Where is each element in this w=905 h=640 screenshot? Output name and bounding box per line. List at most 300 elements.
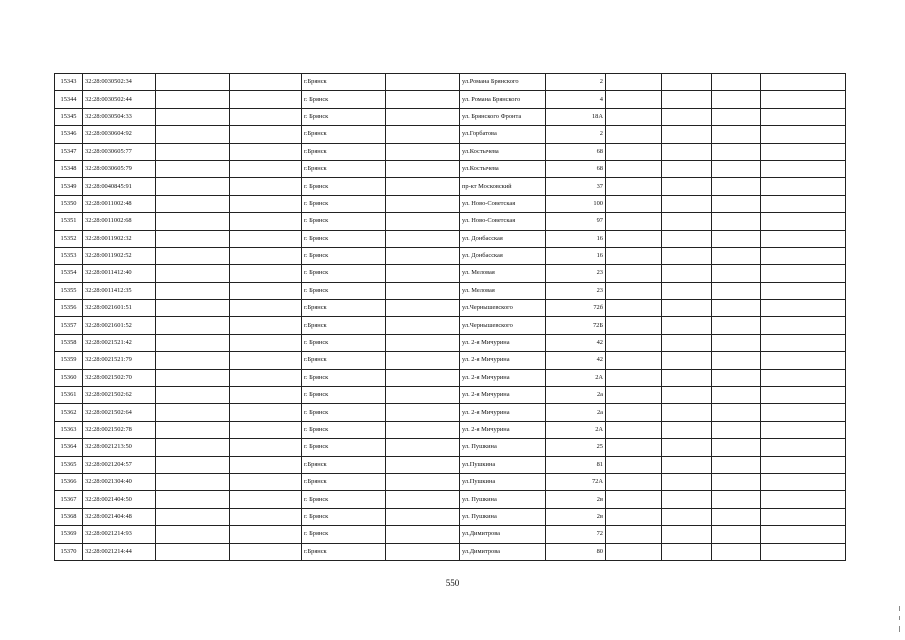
cell-number: 15364 <box>55 439 83 456</box>
cell-empty <box>156 404 230 421</box>
cell-cadastral-number: 32:28:0021521:79 <box>83 352 156 369</box>
cell-street: ул.Димитрова <box>460 526 546 543</box>
registry-table <box>54 73 846 561</box>
cell-empty <box>386 282 460 299</box>
cell-house-number: 72А <box>546 473 606 490</box>
cell-street: ул.Пушкина <box>460 456 546 473</box>
cell-empty <box>230 91 302 108</box>
cell-empty <box>712 439 761 456</box>
cell-empty <box>761 369 846 386</box>
cell-empty <box>230 543 302 560</box>
cell-empty <box>230 473 302 490</box>
cell-empty <box>662 439 712 456</box>
cell-house-number: 72 <box>546 526 606 543</box>
cell-street: ул. Ново-Советская <box>460 195 546 212</box>
cell-empty <box>230 421 302 438</box>
cell-house-number: 25 <box>546 439 606 456</box>
cell-empty <box>761 195 846 212</box>
cell-empty <box>386 74 460 91</box>
cell-empty <box>761 282 846 299</box>
cell-city: г.Брянск <box>302 126 386 143</box>
cell-cadastral-number: 32:28:0030504:33 <box>83 108 156 125</box>
cell-empty <box>386 543 460 560</box>
cell-empty <box>712 526 761 543</box>
cell-empty <box>662 143 712 160</box>
cell-empty <box>386 195 460 212</box>
cell-number: 15354 <box>55 265 83 282</box>
cell-number: 15363 <box>55 421 83 438</box>
cell-empty <box>230 369 302 386</box>
cell-number: 15366 <box>55 473 83 490</box>
table-row <box>55 317 846 334</box>
cell-empty <box>712 265 761 282</box>
cell-empty <box>386 230 460 247</box>
cell-empty <box>662 74 712 91</box>
cell-empty <box>606 282 662 299</box>
cell-cadastral-number: 32:28:0021502:64 <box>83 404 156 421</box>
cell-house-number: 2А <box>546 421 606 438</box>
cell-empty <box>761 473 846 490</box>
cell-empty <box>712 247 761 264</box>
cell-empty <box>606 543 662 560</box>
cell-empty <box>712 74 761 91</box>
cell-house-number: 68 <box>546 160 606 177</box>
cell-empty <box>662 543 712 560</box>
table-row <box>55 108 846 125</box>
cell-empty <box>761 491 846 508</box>
cell-empty <box>230 439 302 456</box>
cell-empty <box>230 74 302 91</box>
cell-cadastral-number: 32:28:0021502:70 <box>83 369 156 386</box>
cell-empty <box>606 387 662 404</box>
cell-house-number: 23 <box>546 282 606 299</box>
cell-empty <box>386 265 460 282</box>
cell-cadastral-number: 32:28:0021601:52 <box>83 317 156 334</box>
cell-empty <box>712 387 761 404</box>
cell-empty <box>156 334 230 351</box>
cell-street: ул. 2-я Мичурина <box>460 369 546 386</box>
cell-street: пр-кт Московский <box>460 178 546 195</box>
cell-cadastral-number: 32:28:0030604:92 <box>83 126 156 143</box>
cell-empty <box>156 178 230 195</box>
cell-empty <box>712 126 761 143</box>
cell-empty <box>606 317 662 334</box>
cell-empty <box>230 404 302 421</box>
cell-number: 15360 <box>55 369 83 386</box>
cell-empty <box>386 352 460 369</box>
cell-empty <box>662 300 712 317</box>
cell-empty <box>156 213 230 230</box>
cell-empty <box>606 178 662 195</box>
scan-mark <box>899 626 900 632</box>
cell-city: г. Брянск <box>302 247 386 264</box>
cell-house-number: 2А <box>546 369 606 386</box>
cell-city: г.Брянск <box>302 300 386 317</box>
cell-empty <box>156 456 230 473</box>
cell-house-number: 81 <box>546 456 606 473</box>
cell-empty <box>662 126 712 143</box>
cell-empty <box>156 143 230 160</box>
cell-empty <box>386 456 460 473</box>
cell-street: ул. Брянского Фронта <box>460 108 546 125</box>
cell-empty <box>606 160 662 177</box>
cell-empty <box>156 369 230 386</box>
cell-empty <box>230 178 302 195</box>
cell-empty <box>662 230 712 247</box>
cell-empty <box>662 160 712 177</box>
cell-empty <box>712 473 761 490</box>
table-row <box>55 421 846 438</box>
cell-number: 15359 <box>55 352 83 369</box>
cell-empty <box>712 369 761 386</box>
cell-empty <box>761 108 846 125</box>
cell-empty <box>606 265 662 282</box>
cell-empty <box>606 473 662 490</box>
cell-empty <box>606 300 662 317</box>
cell-city: г.Брянск <box>302 317 386 334</box>
cell-empty <box>386 526 460 543</box>
cell-city: г. Брянск <box>302 387 386 404</box>
table-row <box>55 369 846 386</box>
cell-empty <box>662 91 712 108</box>
cell-house-number: 68 <box>546 143 606 160</box>
cell-house-number: 72б <box>546 300 606 317</box>
cell-street: ул. Меловая <box>460 282 546 299</box>
cell-city: г.Брянск <box>302 543 386 560</box>
cell-cadastral-number: 32:28:0030502:44 <box>83 91 156 108</box>
cell-empty <box>712 282 761 299</box>
cell-empty <box>386 178 460 195</box>
cell-house-number: 16 <box>546 230 606 247</box>
cell-empty <box>386 404 460 421</box>
cell-city: г. Брянск <box>302 282 386 299</box>
cell-empty <box>386 160 460 177</box>
table-row <box>55 508 846 525</box>
cell-empty <box>606 526 662 543</box>
cell-cadastral-number: 32:28:0021404:48 <box>83 508 156 525</box>
cell-empty <box>662 421 712 438</box>
cell-street: ул. Пушкина <box>460 439 546 456</box>
cell-empty <box>761 91 846 108</box>
cell-cadastral-number: 32:28:0030605:79 <box>83 160 156 177</box>
cell-city: г.Брянск <box>302 473 386 490</box>
cell-empty <box>761 213 846 230</box>
cell-city: г.Брянск <box>302 143 386 160</box>
registry-table-body <box>55 74 846 561</box>
table-row <box>55 247 846 264</box>
cell-house-number: 2в <box>546 491 606 508</box>
cell-number: 15361 <box>55 387 83 404</box>
cell-street: ул. Пушкина <box>460 508 546 525</box>
cell-city: г. Брянск <box>302 491 386 508</box>
cell-street: ул. 2-я Мичурина <box>460 421 546 438</box>
cell-empty <box>662 213 712 230</box>
table-row <box>55 473 846 490</box>
cell-empty <box>386 473 460 490</box>
cell-empty <box>712 230 761 247</box>
cell-empty <box>386 247 460 264</box>
cell-cadastral-number: 32:28:0021521:42 <box>83 334 156 351</box>
cell-empty <box>761 352 846 369</box>
cell-empty <box>761 247 846 264</box>
cell-empty <box>761 508 846 525</box>
cell-house-number: 37 <box>546 178 606 195</box>
cell-empty <box>156 508 230 525</box>
cell-empty <box>662 491 712 508</box>
cell-city: г. Брянск <box>302 421 386 438</box>
cell-empty <box>606 74 662 91</box>
cell-empty <box>606 126 662 143</box>
cell-empty <box>662 526 712 543</box>
cell-empty <box>712 543 761 560</box>
cell-number: 15368 <box>55 508 83 525</box>
cell-number: 15370 <box>55 543 83 560</box>
cell-house-number: 2в <box>546 508 606 525</box>
cell-empty <box>606 334 662 351</box>
cell-street: ул. 2-я Мичурина <box>460 404 546 421</box>
cell-number: 15355 <box>55 282 83 299</box>
cell-cadastral-number: 32:28:0021214:44 <box>83 543 156 560</box>
cell-empty <box>156 247 230 264</box>
cell-house-number: 97 <box>546 213 606 230</box>
cell-empty <box>230 213 302 230</box>
cell-house-number: 100 <box>546 195 606 212</box>
cell-street: ул. 2-я Мичурина <box>460 352 546 369</box>
cell-number: 15367 <box>55 491 83 508</box>
cell-empty <box>712 456 761 473</box>
cell-city: г. Брянск <box>302 213 386 230</box>
cell-empty <box>230 195 302 212</box>
cell-empty <box>761 421 846 438</box>
cell-empty <box>230 126 302 143</box>
cell-empty <box>662 352 712 369</box>
cell-cadastral-number: 32:28:0021502:62 <box>83 387 156 404</box>
cell-cadastral-number: 32:28:0040845:91 <box>83 178 156 195</box>
cell-street: ул. 2-я Мичурина <box>460 334 546 351</box>
cell-empty <box>761 526 846 543</box>
cell-empty <box>156 387 230 404</box>
table-row <box>55 178 846 195</box>
cell-number: 15349 <box>55 178 83 195</box>
cell-street: ул.Пушкина <box>460 473 546 490</box>
cell-cadastral-number: 32:28:0011002:68 <box>83 213 156 230</box>
table-row <box>55 456 846 473</box>
table-row <box>55 439 846 456</box>
cell-empty <box>156 160 230 177</box>
cell-empty <box>230 230 302 247</box>
cell-empty <box>606 439 662 456</box>
table-row <box>55 143 846 160</box>
cell-empty <box>386 213 460 230</box>
table-row <box>55 282 846 299</box>
cell-cadastral-number: 32:28:0011412:35 <box>83 282 156 299</box>
cell-empty <box>230 456 302 473</box>
cell-house-number: 2а <box>546 404 606 421</box>
cell-number: 15351 <box>55 213 83 230</box>
cell-street: ул.Чернышевского <box>460 300 546 317</box>
table-row <box>55 387 846 404</box>
cell-empty <box>386 300 460 317</box>
cell-empty <box>712 300 761 317</box>
cell-street: ул.Чернышевского <box>460 317 546 334</box>
table-row <box>55 334 846 351</box>
cell-empty <box>230 247 302 264</box>
cell-empty <box>156 230 230 247</box>
cell-empty <box>761 300 846 317</box>
cell-number: 15348 <box>55 160 83 177</box>
cell-empty <box>712 143 761 160</box>
cell-empty <box>761 160 846 177</box>
cell-number: 15343 <box>55 74 83 91</box>
cell-empty <box>230 508 302 525</box>
cell-number: 15365 <box>55 456 83 473</box>
cell-empty <box>662 473 712 490</box>
cell-street: ул. 2-я Мичурина <box>460 387 546 404</box>
cell-empty <box>662 334 712 351</box>
cell-empty <box>761 456 846 473</box>
cell-empty <box>386 387 460 404</box>
cell-empty <box>606 247 662 264</box>
cell-street: ул. Пушкина <box>460 491 546 508</box>
cell-empty <box>606 421 662 438</box>
cell-number: 15358 <box>55 334 83 351</box>
cell-number: 15356 <box>55 300 83 317</box>
cell-city: г.Брянск <box>302 456 386 473</box>
table-row <box>55 91 846 108</box>
cell-street: ул. Донбасская <box>460 230 546 247</box>
cell-empty <box>761 230 846 247</box>
cell-city: г. Брянск <box>302 526 386 543</box>
cell-house-number: 16 <box>546 247 606 264</box>
cell-empty <box>156 421 230 438</box>
cell-number: 15345 <box>55 108 83 125</box>
cell-empty <box>761 74 846 91</box>
cell-empty <box>662 247 712 264</box>
cell-number: 15369 <box>55 526 83 543</box>
cell-house-number: 4 <box>546 91 606 108</box>
cell-cadastral-number: 32:28:0021304:40 <box>83 473 156 490</box>
cell-empty <box>712 91 761 108</box>
cell-house-number: 2а <box>546 387 606 404</box>
cell-empty <box>606 213 662 230</box>
cell-cadastral-number: 32:28:0021404:50 <box>83 491 156 508</box>
cell-house-number: 2 <box>546 126 606 143</box>
cell-empty <box>230 526 302 543</box>
cell-empty <box>230 387 302 404</box>
cell-empty <box>712 195 761 212</box>
cell-city: г. Брянск <box>302 508 386 525</box>
table-row <box>55 230 846 247</box>
table-row <box>55 195 846 212</box>
cell-empty <box>662 195 712 212</box>
table-row <box>55 526 846 543</box>
cell-empty <box>761 126 846 143</box>
cell-cadastral-number: 32:28:0011902:52 <box>83 247 156 264</box>
table-row <box>55 126 846 143</box>
cell-street: ул.Романа Брянского <box>460 74 546 91</box>
cell-empty <box>712 213 761 230</box>
cell-empty <box>662 404 712 421</box>
cell-empty <box>761 439 846 456</box>
cell-number: 15352 <box>55 230 83 247</box>
cell-empty <box>761 317 846 334</box>
cell-empty <box>156 195 230 212</box>
cell-street: ул. Меловая <box>460 265 546 282</box>
cell-empty <box>230 491 302 508</box>
table-row <box>55 352 846 369</box>
cell-empty <box>606 108 662 125</box>
cell-empty <box>156 352 230 369</box>
cell-empty <box>230 265 302 282</box>
cell-number: 15350 <box>55 195 83 212</box>
scan-mark <box>899 606 900 611</box>
cell-street: ул.Димитрова <box>460 543 546 560</box>
cell-empty <box>712 108 761 125</box>
cell-empty <box>712 334 761 351</box>
cell-cadastral-number: 32:28:0021204:57 <box>83 456 156 473</box>
cell-empty <box>606 143 662 160</box>
cell-empty <box>156 126 230 143</box>
cell-empty <box>662 369 712 386</box>
cell-city: г. Брянск <box>302 230 386 247</box>
cell-empty <box>606 404 662 421</box>
cell-empty <box>712 317 761 334</box>
table-row <box>55 265 846 282</box>
cell-empty <box>230 317 302 334</box>
cell-city: г.Брянск <box>302 160 386 177</box>
cell-empty <box>156 491 230 508</box>
cell-empty <box>761 178 846 195</box>
cell-empty <box>386 491 460 508</box>
cell-house-number: 80 <box>546 543 606 560</box>
cell-empty <box>386 439 460 456</box>
cell-city: г. Брянск <box>302 369 386 386</box>
cell-street: ул. Романа Брянского <box>460 91 546 108</box>
cell-empty <box>662 178 712 195</box>
cell-number: 15346 <box>55 126 83 143</box>
cell-empty <box>606 91 662 108</box>
cell-empty <box>386 317 460 334</box>
cell-empty <box>662 456 712 473</box>
cell-empty <box>606 195 662 212</box>
cell-number: 15344 <box>55 91 83 108</box>
cell-empty <box>156 74 230 91</box>
cell-empty <box>230 352 302 369</box>
cell-empty <box>386 126 460 143</box>
cell-number: 15347 <box>55 143 83 160</box>
cell-cadastral-number: 32:28:0011902:32 <box>83 230 156 247</box>
table-row <box>55 543 846 560</box>
cell-empty <box>606 352 662 369</box>
cell-empty <box>386 91 460 108</box>
cell-empty <box>606 230 662 247</box>
cell-empty <box>386 143 460 160</box>
cell-empty <box>606 369 662 386</box>
cell-number: 15353 <box>55 247 83 264</box>
cell-empty <box>156 300 230 317</box>
cell-empty <box>761 404 846 421</box>
cell-empty <box>230 160 302 177</box>
page-number: 550 <box>445 578 460 588</box>
cell-house-number: 42 <box>546 334 606 351</box>
cell-city: г. Брянск <box>302 195 386 212</box>
cell-empty <box>606 508 662 525</box>
table-row <box>55 491 846 508</box>
cell-empty <box>712 421 761 438</box>
cell-empty <box>156 282 230 299</box>
cell-empty <box>230 143 302 160</box>
cell-empty <box>662 317 712 334</box>
